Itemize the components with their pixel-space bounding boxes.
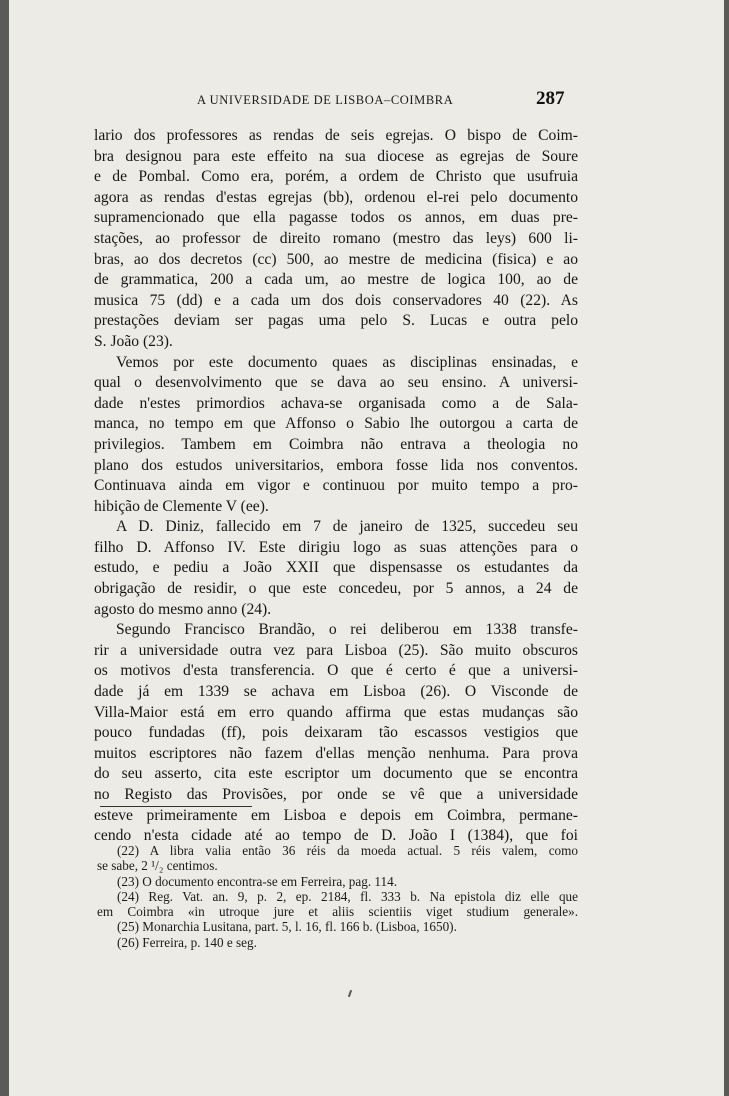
text-line: dade n'estes primordios achava-se organisada como a de Sala- (94, 394, 578, 412)
text-line: agosto do mesmo anno (24). (94, 600, 272, 618)
text-line: Villa-Maior está em erro quando affirma que estas mudanças são (94, 703, 578, 721)
text-line: supramencionado que ella pagasse todos os annos, em duas pre- (94, 209, 578, 227)
text-line: manca, no tempo em que Affonso o Sabio lhe outorgou a carta de (94, 415, 578, 433)
footnotes (97, 843, 578, 950)
footnote-line: se sabe, 2 ¹/₂ centimos. (97, 858, 218, 874)
text-line: muitos escriptores não fazem d'ellas menção nenhuma. Para prova (94, 744, 578, 762)
text-line: stações, ao professor de direito romano (mestro das leys) 600 li- (94, 229, 578, 247)
text-line: prestações deviam ser pagas uma pelo S. Lucas e outra pelo (94, 312, 578, 330)
text-line: bras, ao dos decretos (cc) 500, ao mestre de medicina (fisica) e ao (94, 250, 578, 268)
body-text (94, 126, 578, 847)
footnote-line: em Coimbra «in utroque jure et aliis scientiis viget studium generale». (97, 904, 578, 920)
text-line: do seu asserto, cita este escriptor um documento que se encontra (94, 765, 578, 783)
text-line: Continuava ainda em vigor e continuou por muito tempo a pro- (94, 477, 578, 495)
text-line: de grammatica, 200 a cada um, ao mestre de logica 100, ao de (94, 271, 578, 289)
text-line: os motivos d'esta transferencia. O que é certo é que a universi- (94, 662, 578, 680)
text-line: Segundo Francisco Brandão, o rei deliberou em 1338 transfe- (116, 621, 578, 639)
text-line: S. João (23). (94, 332, 173, 350)
text-line: Vemos por este documento quaes as disciplinas ensinadas, e (116, 353, 578, 371)
page-header (9, 90, 724, 112)
text-line: agora as rendas d'estas egrejas (bb), ordenou el-rei pelo documento (94, 188, 578, 206)
text-line: hibição de Clemente V (ee). (94, 497, 269, 515)
text-line: musica 75 (dd) e a cada um dos dois conservadores 40 (22). As (94, 291, 578, 309)
text-line: plano dos estudos universitarios, embora fosse lida nos conventos. (94, 456, 578, 474)
text-line: e de Pombal. Como era, porém, a ordem de Christo que usufruia (94, 168, 578, 186)
text-line: A D. Diniz, fallecido em 7 de janeiro de 1325, succedeu seu (116, 518, 578, 536)
text-line: lario dos professores as rendas de seis egrejas. O bispo de Coim- (94, 127, 578, 144)
text-line: filho D. Affonso IV. Este dirigiu logo as suas attenções para o (94, 538, 578, 556)
text-line: dade já em 1339 se achava em Lisboa (26). O Visconde de (94, 683, 578, 701)
text-line: privilegios. Tambem em Coimbra não entrava a theologia no (94, 435, 578, 453)
text-line: estudo, e pediu a João XXII que dispensasse os estudantes da (94, 559, 578, 577)
text-line: pouco fundadas (ff), pois deixaram tão escassos vestigios que (94, 724, 578, 742)
footnote-line: (25) Monarchia Lusitana, part. 5, l. 16, fl. 166 b. (Lisboa, 1650). (117, 919, 457, 935)
text-line: bra designou para este effeito na sua diocese as egrejas de Soure (94, 147, 578, 165)
footnote-line: (23) O documento encontra-se em Ferreira, pag. 114. (117, 873, 398, 889)
running-title: A UNIVERSIDADE DE LISBOA–COIMBRA (197, 93, 454, 107)
text-line: rir a universidade outra vez para Lisboa (25). São muito obscuros (94, 641, 578, 659)
footnote-rule (100, 806, 252, 807)
footnote-line: (26) Ferreira, p. 140 e seg. (117, 934, 257, 950)
text-line: no Registo das Provisões, por onde se vê que a universidade (94, 786, 578, 803)
page-number: 287 (536, 88, 565, 109)
footnote-line: (24) Reg. Vat. an. 9, p. 2, ep. 2184, fl. 333 b. Na epistola diz elle que (117, 888, 578, 904)
text-line: obrigação de residir, o que este concedeu, por 5 annos, a 24 de (94, 580, 578, 598)
footnote-line: (22) A libra valia então 36 réis da moeda actual. 5 réis valem, como (117, 843, 578, 858)
book-page (9, 0, 724, 1096)
text-line: cendo n'esta cidade até ao tempo de D. João I (1384), que foi (94, 827, 578, 845)
text-line: esteve primeiramente em Lisboa e depois em Coimbra, permane- (94, 806, 578, 824)
ink-speck (348, 990, 352, 997)
text-line: qual o desenvolvimento que se dava ao seu ensino. A universi- (94, 374, 578, 392)
